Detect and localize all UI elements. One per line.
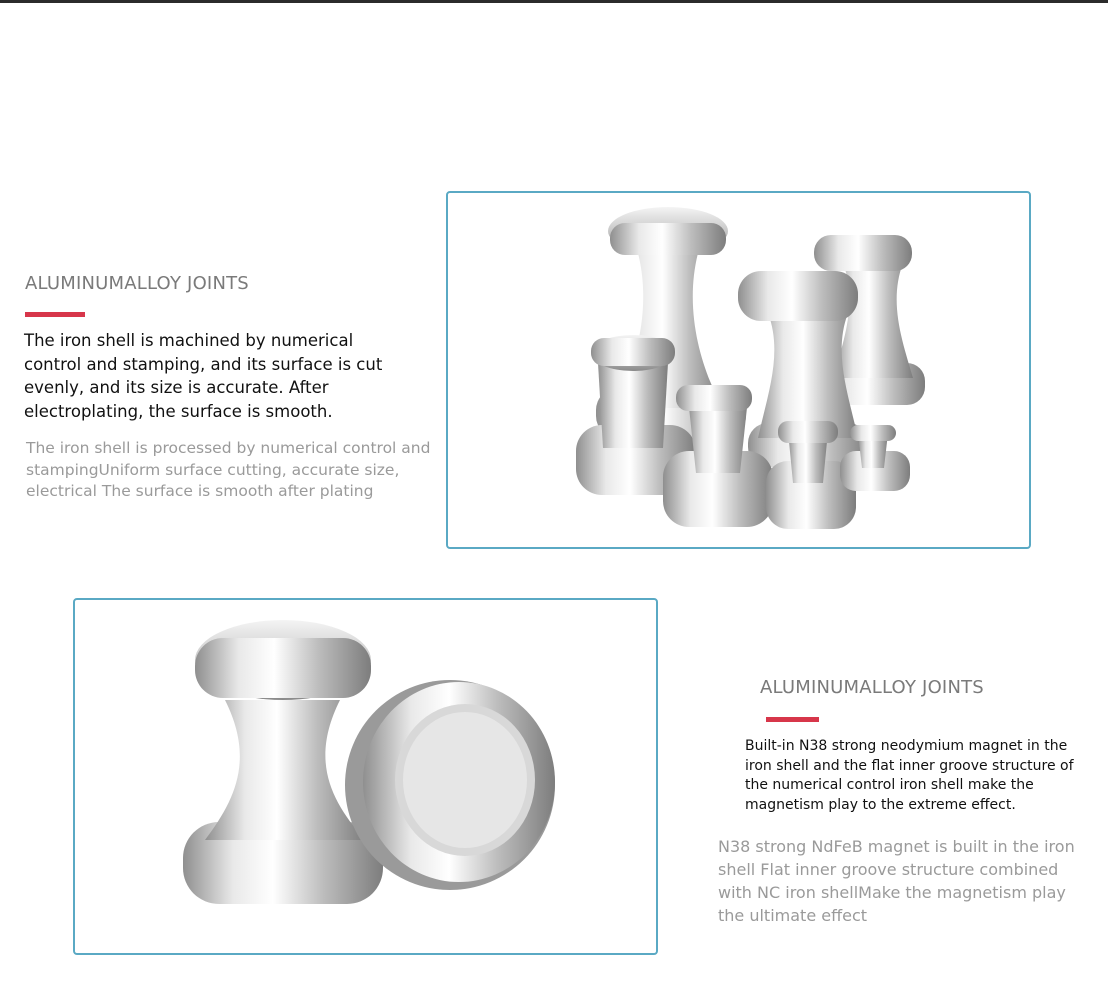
section1-secondary-text: The iron shell is processed by numerical control and stampingUniform surface cutting, accurate size, electrical The surface is smooth after plating [26, 439, 431, 500]
section2-description: Built-in N38 strong neodymium magnet in the iron shell and the flat inner groove structure of the numerical control iron shell make the magnetism play to the extreme effect. [745, 738, 1074, 813]
section2-secondary-text: N38 strong NdFeB magnet is built in the iron shell Flat inner groove structure combined with NC iron shellMake the magnetism play the ultimate effect [718, 837, 1075, 925]
section1-heading: ALUMINUMALLOY JOINTS [25, 273, 249, 294]
section1-accent-bar [25, 312, 85, 317]
push-pin-magnets-group-icon [448, 193, 1029, 547]
section2-heading: ALUMINUMALLOY JOINTS [760, 677, 984, 698]
section2-accent-bar [766, 717, 819, 722]
top-border [0, 0, 1108, 3]
push-pin-magnets-pair-icon [75, 600, 656, 953]
section1-photo-frame [446, 191, 1031, 549]
section2-photo-frame [73, 598, 658, 955]
section1-description: The iron shell is machined by numerical control and stamping, and its surface is cut evenly, and its size is accurate. After electroplating, the surface is smooth. [24, 331, 383, 421]
